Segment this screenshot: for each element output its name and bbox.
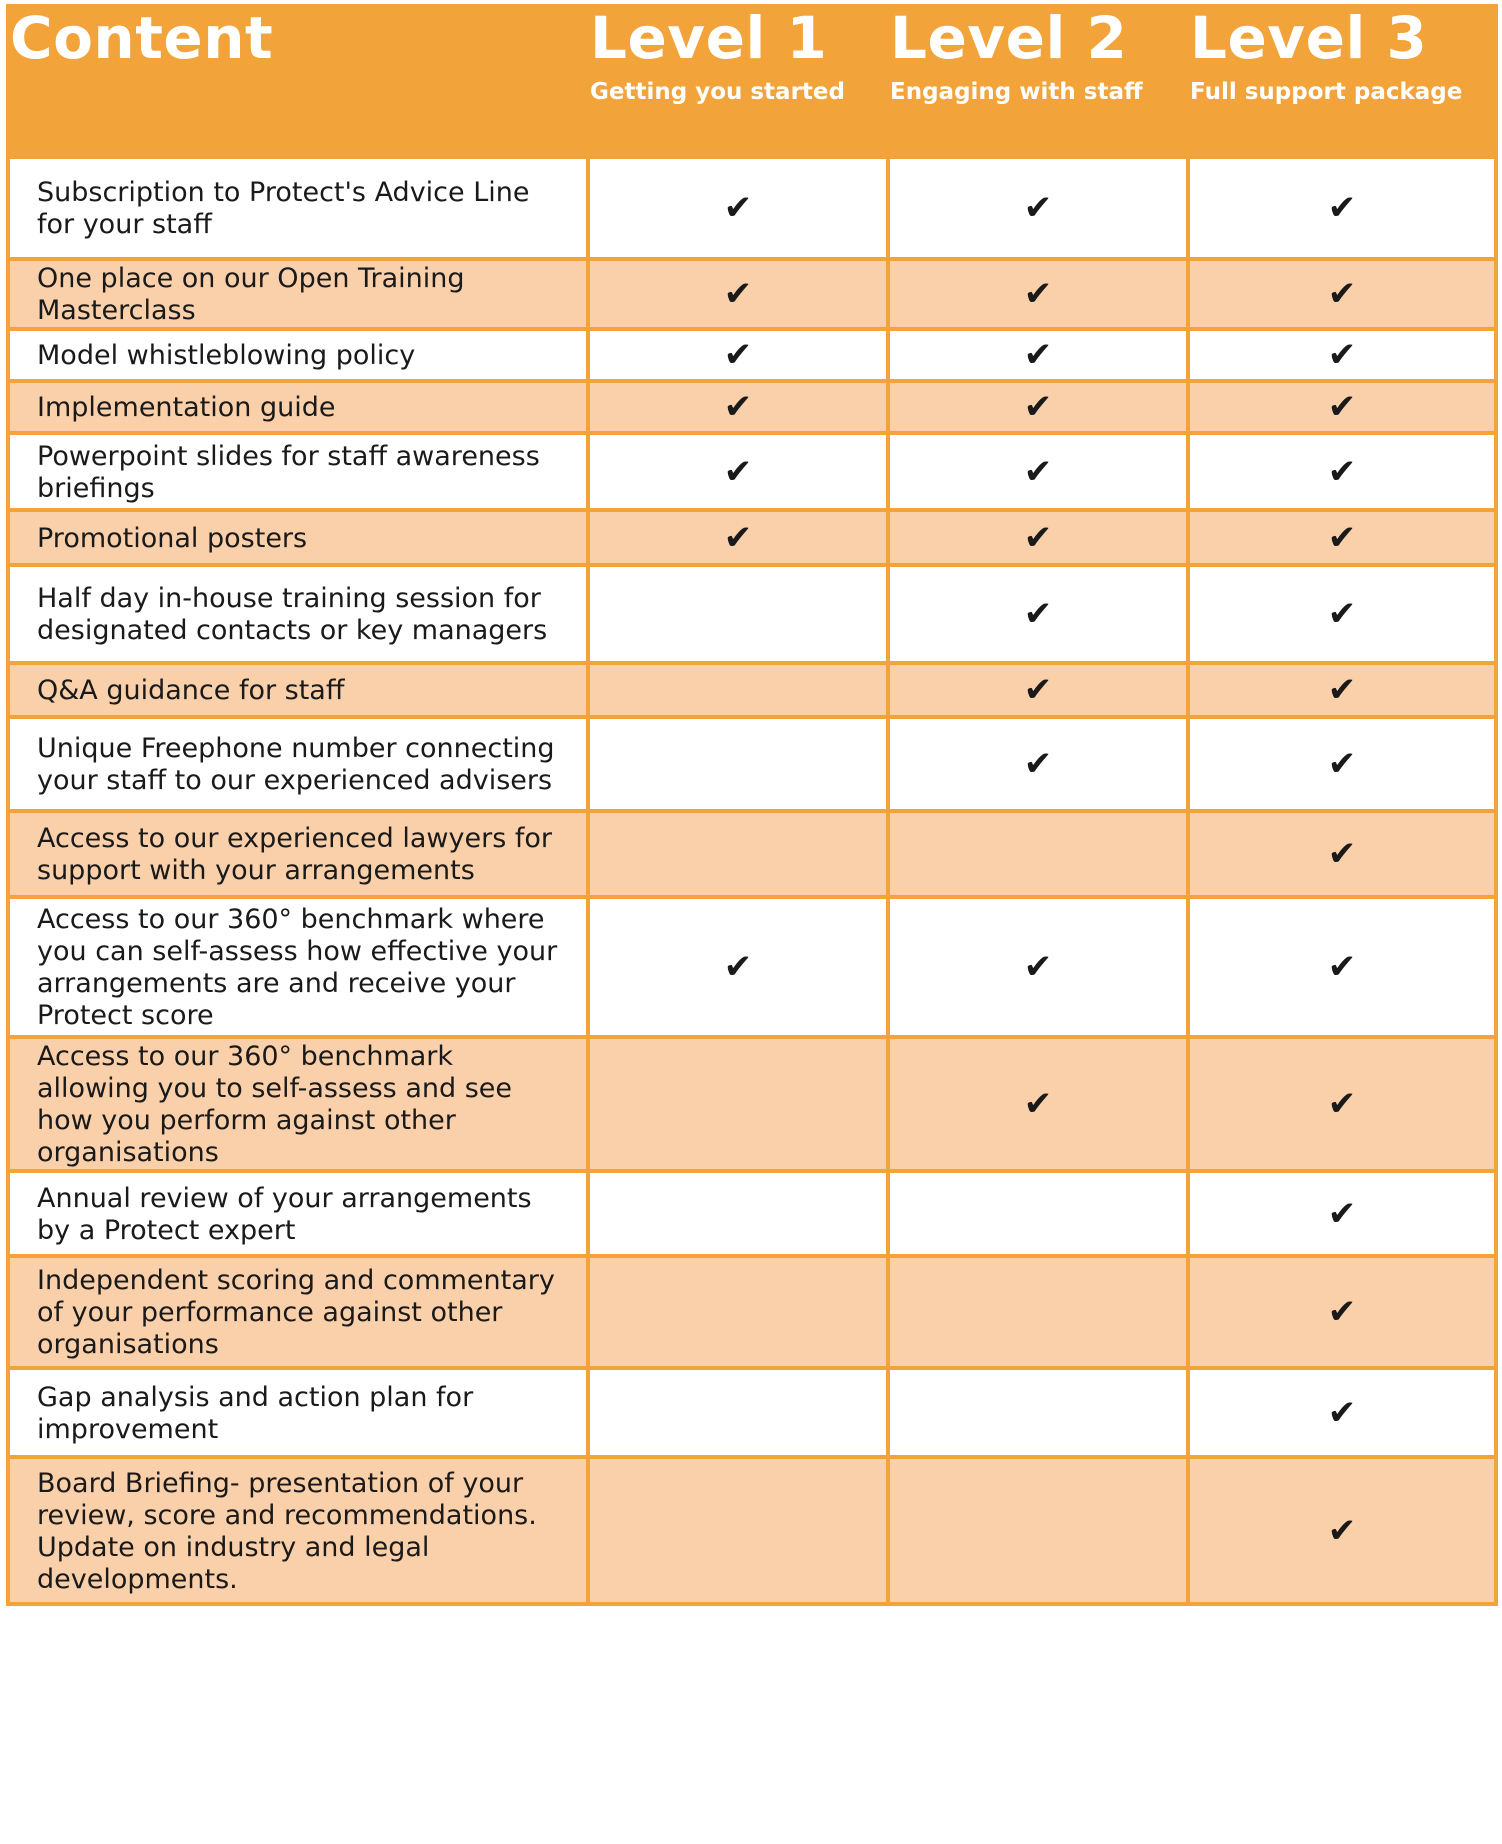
level-3-column-header [1188,6,1496,157]
level-3-cell [1188,157,1496,259]
table-row [8,1171,1496,1256]
check-mark-icon: ✔ [1327,594,1357,634]
check-mark-icon: ✔ [1023,1084,1053,1124]
level-2-cell [888,1037,1188,1171]
check-mark-icon: ✔ [1327,387,1357,427]
check-mark-icon: ✔ [723,188,753,228]
check-mark-icon: ✔ [1023,387,1053,427]
check-mark-icon: ✔ [1023,274,1053,314]
level-2-cell [888,1256,1188,1368]
row-content-label: Subscription to Protect's Advice Line for your staff [8,157,588,259]
check-mark-icon: ✔ [1023,188,1053,228]
table-row [8,1368,1496,1457]
check-mark-icon: ✔ [1023,335,1053,375]
level-3-title: Level 3 [1190,4,1428,72]
level-2-title: Level 2 [890,4,1128,72]
table-row [8,1457,1496,1604]
level-2-cell [888,157,1188,259]
level-1-cell [588,1256,888,1368]
level-2-cell [888,433,1188,510]
level-1-cell [588,157,888,259]
table-row [8,1037,1496,1171]
check-mark-icon: ✔ [1327,517,1357,558]
level-3-cell [1188,1256,1496,1368]
check-mark-icon: ✔ [1327,1392,1357,1433]
level-1-cell [588,1171,888,1256]
level-2-cell [888,510,1188,565]
row-content-label: Annual review of your arrangements by a Protect expert [8,1171,588,1256]
level-1-title: Level 1 [590,4,828,72]
table-row [8,510,1496,565]
level-2-cell [888,259,1188,329]
level-2-cell [888,897,1188,1037]
table-row [8,157,1496,259]
row-content-label: Half day in-house training session for designated contacts or key managers [8,565,588,663]
check-mark-icon: ✔ [1327,744,1357,784]
level-3-cell [1188,565,1496,663]
level-3-subtitle: Full support package [1190,78,1463,105]
level-2-cell [888,1368,1188,1457]
level-1-cell [588,717,888,811]
check-mark-icon: ✔ [1327,947,1357,987]
level-1-cell [588,1368,888,1457]
row-content-label: One place on our Open Training Masterclass [8,259,588,329]
check-mark-icon: ✔ [1327,335,1357,375]
level-1-cell [588,510,888,565]
level-3-cell [1188,1037,1496,1171]
level-1-cell [588,433,888,510]
check-mark-icon: ✔ [1327,670,1357,710]
level-3-cell [1188,510,1496,565]
level-1-cell [588,381,888,433]
table-row [8,717,1496,811]
table-row [8,433,1496,510]
row-content-label: Powerpoint slides for staff awareness briefings [8,433,588,510]
level-3-cell [1188,1457,1496,1604]
level-2-cell [888,329,1188,381]
row-content-label: Access to our 360° benchmark where you can self-assess how effective your arrangements are and receive your Protect score [8,897,588,1037]
check-mark-icon: ✔ [1327,834,1357,874]
check-mark-icon: ✔ [1327,188,1357,228]
content-column-header [8,6,588,157]
check-mark-icon: ✔ [1327,1193,1357,1234]
row-content-label: Q&A guidance for staff [8,663,588,717]
level-3-cell [1188,663,1496,717]
check-mark-icon: ✔ [1327,1510,1357,1551]
check-mark-icon: ✔ [1023,517,1053,558]
check-mark-icon: ✔ [1023,451,1053,492]
level-1-cell [588,1457,888,1604]
level-2-cell [888,1171,1188,1256]
level-1-cell [588,329,888,381]
level-3-cell [1188,259,1496,329]
level-2-cell [888,565,1188,663]
level-1-column-header [588,6,888,157]
check-mark-icon: ✔ [723,274,753,314]
level-2-cell [888,717,1188,811]
package-comparison-table [6,4,1498,1606]
level-3-cell [1188,329,1496,381]
level-3-cell [1188,811,1496,897]
row-content-label: Implementation guide [8,381,588,433]
level-2-column-header [888,6,1188,157]
row-content-label: Unique Freephone number connecting your staff to our experienced advisers [8,717,588,811]
check-mark-icon: ✔ [1023,670,1053,710]
content-header-label: Content [10,4,274,72]
table-header-row [8,6,1496,157]
level-3-cell [1188,1171,1496,1256]
check-mark-icon: ✔ [1023,744,1053,784]
row-content-label: Board Briefing- presentation of your review, score and recommendations. Update on industry and legal developments. [8,1457,588,1604]
level-3-cell [1188,433,1496,510]
table-row [8,663,1496,717]
level-3-cell [1188,717,1496,811]
check-mark-icon: ✔ [1327,451,1357,492]
row-content-label: Access to our 360° benchmark allowing you to self-assess and see how you perform against other organisations [8,1037,588,1171]
check-mark-icon: ✔ [723,451,753,492]
table-row [8,259,1496,329]
level-2-cell [888,811,1188,897]
level-3-cell [1188,897,1496,1037]
level-3-cell [1188,381,1496,433]
check-mark-icon: ✔ [1327,1084,1357,1124]
check-mark-icon: ✔ [723,947,753,987]
level-2-cell [888,381,1188,433]
table-row [8,381,1496,433]
table-row [8,329,1496,381]
table-row [8,811,1496,897]
level-1-cell [588,259,888,329]
check-mark-icon: ✔ [1023,594,1053,634]
level-1-cell [588,663,888,717]
check-mark-icon: ✔ [723,387,753,427]
table-row [8,565,1496,663]
check-mark-icon: ✔ [723,335,753,375]
level-1-subtitle: Getting you started [590,78,845,105]
check-mark-icon: ✔ [723,517,753,558]
row-content-label: Gap analysis and action plan for improvement [8,1368,588,1457]
level-2-cell [888,1457,1188,1604]
level-2-subtitle: Engaging with staff [890,78,1143,105]
level-2-cell [888,663,1188,717]
check-mark-icon: ✔ [1327,1292,1357,1332]
level-1-cell [588,897,888,1037]
level-1-cell [588,1037,888,1171]
level-1-cell [588,565,888,663]
table-row [8,1256,1496,1368]
row-content-label: Independent scoring and commentary of your performance against other organisations [8,1256,588,1368]
check-mark-icon: ✔ [1023,947,1053,987]
level-3-cell [1188,1368,1496,1457]
check-mark-icon: ✔ [1327,274,1357,314]
row-content-label: Access to our experienced lawyers for support with your arrangements [8,811,588,897]
table-body [8,157,1496,1604]
row-content-label: Model whistleblowing policy [8,329,588,381]
row-content-label: Promotional posters [8,510,588,565]
level-1-cell [588,811,888,897]
table-row [8,897,1496,1037]
comparison-table-container [6,4,1494,1606]
